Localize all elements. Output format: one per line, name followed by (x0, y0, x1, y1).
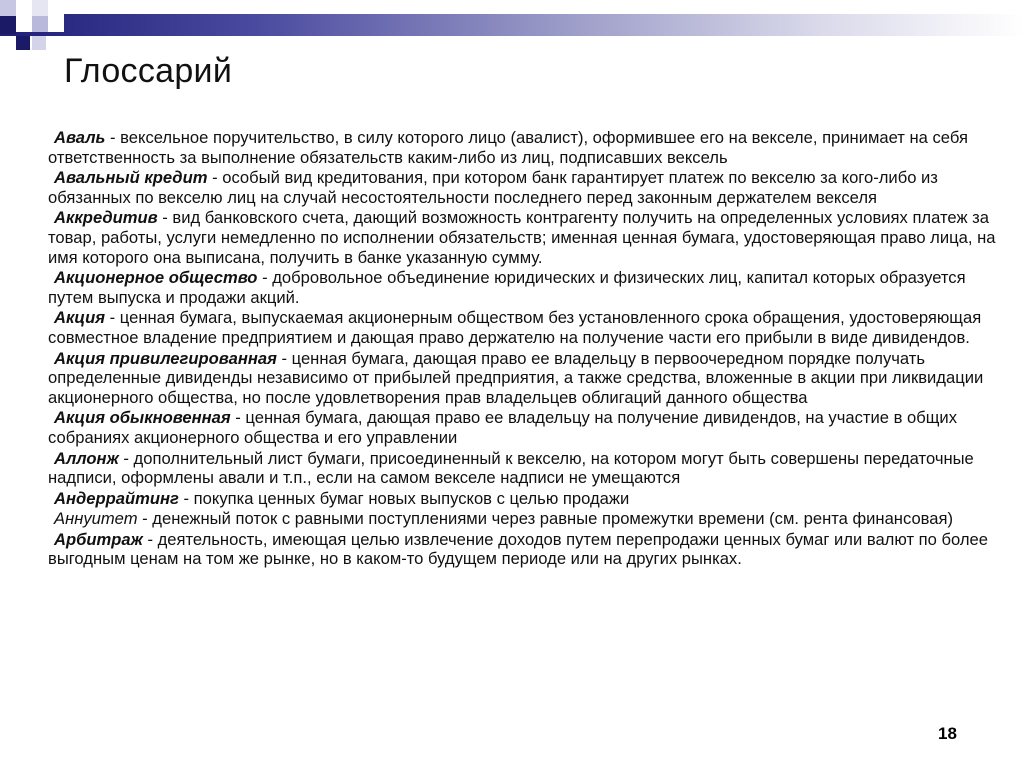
glossary-definition: - дополнительный лист бумаги, присоединенный к векселю, на котором могут быть совершены передаточные надписи, оформлены авали и т.п., если на самом векселе надписи не умещаются (48, 448, 974, 488)
glossary-entry (48, 449, 998, 488)
glossary-term: Акционерное общество (54, 268, 258, 288)
decoration-square (48, 16, 64, 32)
glossary-term: Аллонж (54, 448, 119, 468)
glossary-entry (48, 308, 998, 347)
glossary-list (48, 128, 998, 570)
page-title: Глоссарий (64, 52, 233, 90)
glossary-term: Акция привилегированная (54, 348, 277, 368)
glossary-definition: - ценная бумага, дающая право ее владельцу в первоочередном порядке получать определенные дивиденды независимо от прибылей предприятия, а также средства, вложенные в акции при ликвидации акционерного общества, но после удовлетворения прав владельцев облигаций данного общества (48, 348, 984, 407)
glossary-definition: - ценная бумага, дающая право ее владельцу на получение дивидендов, на участие в общих собраниях акционерного общества и его управлении (48, 408, 957, 447)
glossary-entry (48, 128, 998, 167)
glossary-term: Аккредитив (54, 208, 158, 228)
glossary-term: Арбитраж (54, 529, 143, 549)
decoration-square (0, 0, 16, 16)
glossary-term: Акция обыкновенная (54, 408, 231, 428)
decoration-square (48, 0, 64, 16)
glossary-definition: - добровольное объединение юридических и физических лиц, капитал которых образуется путем выпуска и продажи акций. (48, 268, 966, 307)
glossary-entry (48, 349, 998, 408)
decoration-square (32, 36, 46, 50)
glossary-definition: - денежный поток с равными поступлениями через равные промежутки времени (см. рента финансовая) (137, 509, 954, 529)
glossary-entry (48, 530, 998, 569)
glossary-definition: - вексельное поручительство, в силу которого лицо (авалист), оформившее его на векселе, принимает на себя ответственность за выполнение обязательств каким-либо из лиц, подписавших вексель (48, 128, 968, 167)
decoration-square (32, 0, 48, 16)
glossary-term: Акция (54, 308, 106, 328)
glossary-entry (48, 268, 998, 307)
glossary-entry (48, 208, 998, 267)
glossary-definition: - особый вид кредитования, при котором банк гарантирует платеж по векселю за кого-либо из обязанных по векселю лиц на случай несостоятельности последнего перед законным держателем векселя (48, 168, 938, 207)
glossary-definition: - покупка ценных бумаг новых выпусков с целью продажи (178, 488, 630, 508)
glossary-entry (48, 489, 998, 509)
glossary-definition: - деятельность, имеющая целью извлечение доходов путем перепродажи ценных бумаг или валют по более выгодным ценам на том же рынке, но в каком-то будущем периоде или на других рынках. (48, 529, 988, 569)
glossary-term: Аннуитет (54, 509, 138, 529)
decoration-square (16, 36, 30, 50)
decoration-square (32, 16, 48, 32)
decoration-square (0, 16, 16, 34)
page-number: 18 (938, 724, 957, 743)
decoration-square (16, 0, 32, 16)
glossary-entry (48, 168, 998, 207)
glossary-term: Авальный кредит (54, 168, 208, 188)
glossary-entry (48, 509, 998, 529)
decoration-square (16, 16, 32, 32)
glossary-definition: - ценная бумага, выпускаемая акционерным обществом без установленного срока обращения, удостоверяющая совместное владение предприятием и дающая право держателю на получение части его прибыли в виде дивидендов. (48, 308, 982, 347)
glossary-entry (48, 408, 998, 447)
header-decoration-band (0, 14, 1024, 36)
glossary-definition: - вид банковского счета, дающий возможность контрагенту получить на определенных условиях платеж за товар, работы, услуги немедленно по исполнении обязательств; именная ценная бумага, удостоверяющая право лица, на имя которого она выписана, получить в банке указанную сумму. (48, 208, 996, 267)
glossary-term: Аваль (54, 128, 106, 147)
glossary-term: Андеррайтинг (54, 488, 179, 508)
